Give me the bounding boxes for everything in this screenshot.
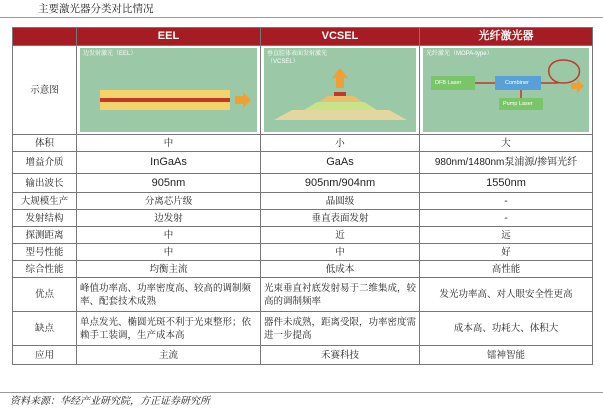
header-corner (13, 28, 77, 46)
arrow-right-icon (235, 92, 251, 108)
cell-vcsel: 禾赛科技 (261, 346, 420, 365)
cell-eel: 主流 (77, 346, 261, 365)
cell-fiber: - (420, 193, 593, 210)
source-note: 资料来源：华经产业研究院，方正证券研究所 (10, 396, 210, 407)
dfb-label: DFB Laser (435, 80, 462, 86)
cell-eel: 中 (77, 135, 261, 152)
table-row (13, 227, 593, 244)
table-row (13, 210, 593, 227)
header-row (13, 28, 593, 46)
fiber-diagram (420, 46, 592, 134)
row-label: 探测距离 (13, 227, 77, 244)
table-row (13, 244, 593, 261)
table-row (13, 193, 593, 210)
cell-fiber: 大 (420, 135, 593, 152)
cell-eel: 均衡主流 (77, 261, 261, 278)
cell-fiber: 镭神智能 (420, 346, 593, 365)
row-label: 增益介质 (13, 152, 77, 174)
header-fiber: 光纤激光器 (420, 28, 593, 46)
row-label: 示意图 (13, 46, 77, 135)
vcsel-panel (264, 48, 416, 132)
eel-diagram (77, 46, 260, 134)
cell-eel: 边发射 (77, 210, 261, 227)
eel-chip-graphic (80, 48, 258, 132)
row-label: 优点 (13, 278, 77, 312)
fiber-caption: 光纤激光（MOPA-type） (426, 51, 493, 57)
arrow-up-icon (332, 68, 348, 88)
cell-fiber: 成本高、功耗大、体积大 (420, 312, 593, 346)
cell-vcsel: 近 (261, 227, 420, 244)
pump-label: Pump Laser (503, 101, 533, 107)
header-eel: EEL (77, 28, 261, 46)
table-row (13, 346, 593, 365)
cell-eel: 峰值功率高、功率密度高、较高的调制频率、配套技术成熟 (77, 278, 261, 312)
cell-fiber: 高性能 (420, 261, 593, 278)
cell-fiber: 远 (420, 227, 593, 244)
table-row (13, 312, 593, 346)
row-label: 型号性能 (13, 244, 77, 261)
cell-vcsel: 器件未成熟，距离受限，功率密度需进一步提高 (261, 312, 420, 346)
top-divider (0, 17, 603, 18)
cell-fiber: 980nm/1480nm泵浦源/掺铒光纤 (420, 152, 593, 174)
vcsel-diagram (261, 46, 419, 134)
cell-vcsel: 光束垂直衬底发射易于二维集成，较高的调制频率 (261, 278, 420, 312)
row-label: 体积 (13, 135, 77, 152)
table-row (13, 135, 593, 152)
page-title: 主要激光器分类对比情况 (38, 3, 154, 15)
header-vcsel: VCSEL (261, 28, 420, 46)
row-label: 应用 (13, 346, 77, 365)
cell-vcsel: 低成本 (261, 261, 420, 278)
cell-eel: 中 (77, 227, 261, 244)
cell-vcsel: 晶圆级 (261, 193, 420, 210)
table-row (13, 261, 593, 278)
cell-fiber: 好 (420, 244, 593, 261)
cell-eel: 中 (77, 244, 261, 261)
combiner-label: Combiner (505, 80, 529, 86)
table-row (13, 152, 593, 174)
cell-vcsel: GaAs (261, 152, 420, 174)
cell-fiber: - (420, 210, 593, 227)
vcsel-caption: 垂直腔体表面发射激光 （VCSEL） (267, 51, 328, 65)
row-label: 综合性能 (13, 261, 77, 278)
eel-panel (80, 48, 257, 132)
cell-eel: 905nm (77, 174, 261, 193)
table-row (13, 46, 593, 135)
row-label: 发射结构 (13, 210, 77, 227)
vcsel-chip-graphic (264, 48, 417, 132)
cell-fiber: 1550nm (420, 174, 593, 193)
fiber-panel (423, 48, 589, 132)
cell-vcsel: 中 (261, 244, 420, 261)
row-label: 输出波长 (13, 174, 77, 193)
laser-comparison-table (12, 27, 593, 365)
cell-fiber: 发光功率高、对人眼安全性更高 (420, 278, 593, 312)
row-label: 缺点 (13, 312, 77, 346)
cell-eel: 单点发光、椭圆光斑不利于光束整形；依赖手工装调，生产成本高 (77, 312, 261, 346)
table-row (13, 174, 593, 193)
cell-eel: 分离芯片级 (77, 193, 261, 210)
cell-vcsel: 小 (261, 135, 420, 152)
cell-eel: InGaAs (77, 152, 261, 174)
cell-vcsel: 905nm/904nm (261, 174, 420, 193)
fiber-laser-graphic (423, 48, 590, 132)
table-row (13, 278, 593, 312)
eel-caption: 边发射激光（EEL） (83, 51, 137, 57)
bottom-divider (0, 392, 603, 393)
cell-vcsel: 垂直表面发射 (261, 210, 420, 227)
row-label: 大规模生产 (13, 193, 77, 210)
